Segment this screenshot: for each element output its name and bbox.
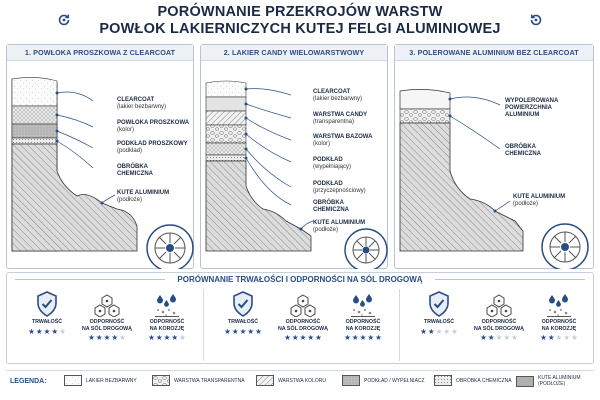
label-clearcoat: CLEARCOAT (lakier bezbarwny) — [117, 97, 167, 110]
shield-check-icon — [17, 289, 77, 317]
star-rating — [469, 334, 529, 342]
legend-item-color: WARSTWA KOLORU — [256, 375, 326, 386]
star-icon: ★ — [224, 326, 231, 336]
layer-adhesion-primer — [206, 143, 246, 155]
swatch — [516, 376, 534, 387]
criterion-salt-resistance — [469, 289, 529, 342]
star-icon: ★ — [547, 333, 555, 342]
legend-item-aluminium: KUTE ALUMINIUM (PODŁOŻE) — [516, 375, 581, 387]
corrosion-drops-icon — [333, 289, 393, 317]
panel-title: 1. POWŁOKA PROSZKOWA Z CLEARCOAT — [7, 45, 193, 61]
layer-filler-primer — [206, 125, 246, 143]
label-candy-layer: WARSTWA CANDY (transparentna) — [313, 112, 368, 125]
label-base-color: WARSTWA BAZOWA (kolor) — [313, 134, 373, 147]
star-icon: ★ — [511, 333, 518, 342]
wheel-icon — [345, 229, 387, 269]
star-icon: ★ — [28, 326, 35, 336]
layer-powder-color — [12, 106, 57, 124]
star-icon: ★ — [95, 333, 103, 342]
shield-check-icon — [409, 289, 469, 317]
star-icon: ★ — [239, 326, 247, 336]
star-icon: ★ — [43, 326, 51, 336]
label-powder-primer: PODKŁAD PROSZKOWY (podkład) — [117, 141, 188, 154]
star-icon: ★ — [375, 333, 382, 342]
legend-item-clearcoat: LAKIER BEZBARWNY — [64, 375, 137, 386]
layer-base-color — [206, 111, 246, 125]
divider — [399, 289, 400, 361]
label-forged-aluminium: KUTE ALUMINIUM (podłoże) — [513, 194, 566, 207]
star-icon: ★ — [351, 333, 359, 342]
legend-item-chemical: OBRÓBKA CHEMICZNA — [434, 375, 512, 386]
layer-forged-aluminium — [400, 123, 523, 251]
criterion-salt-resistance — [273, 289, 333, 342]
star-rating — [333, 334, 393, 342]
star-rating — [213, 328, 273, 336]
star-icon: ★ — [503, 333, 511, 342]
star-icon: ★ — [299, 333, 307, 342]
cross-section-drawing — [395, 61, 595, 269]
star-icon: ★ — [435, 326, 443, 336]
star-icon: ★ — [359, 333, 367, 342]
swatch — [342, 375, 360, 386]
star-icon: ★ — [344, 333, 351, 342]
legend-item-transparent: WARSTWA TRANSPARENTNA — [152, 375, 245, 386]
star-icon: ★ — [480, 333, 487, 342]
corrosion-drops-icon — [137, 289, 197, 317]
page-title-line-1: PORÓWNANIE PRZEKROJÓW WARSTW — [157, 4, 443, 20]
wheel-icon — [542, 224, 588, 269]
criterion-label: TRWAŁOŚĆ — [227, 319, 259, 325]
layer-clearcoat — [12, 77, 57, 106]
star-icon: ★ — [284, 333, 291, 342]
shield-check-icon — [213, 289, 273, 317]
star-rating — [409, 328, 469, 336]
star-icon: ★ — [255, 326, 262, 336]
star-rating — [17, 328, 77, 336]
layer-forged-aluminium — [206, 161, 311, 251]
star-icon: ★ — [35, 326, 43, 336]
label-clearcoat: CLEARCOAT (lakier bezbarwny) — [313, 89, 363, 102]
star-icon: ★ — [103, 333, 111, 342]
criterion-durability — [409, 289, 469, 336]
star-icon: ★ — [420, 326, 427, 336]
criterion-corrosion-resistance — [333, 289, 393, 342]
star-icon: ★ — [540, 333, 547, 342]
star-rating — [77, 334, 137, 342]
star-icon: ★ — [247, 326, 255, 336]
star-icon: ★ — [555, 333, 563, 342]
star-icon: ★ — [315, 333, 322, 342]
star-icon: ★ — [307, 333, 315, 342]
swatch — [256, 375, 274, 386]
wheel-icon — [147, 225, 193, 269]
star-icon: ★ — [51, 326, 59, 336]
star-icon: ★ — [148, 333, 155, 342]
layer-candy — [206, 97, 246, 111]
star-icon: ★ — [443, 326, 451, 336]
salt-crystals-icon — [273, 289, 333, 317]
star-rating — [137, 334, 197, 342]
cross-section-drawing — [7, 61, 195, 269]
swatch — [64, 375, 82, 386]
criterion-label: ODPORNOŚĆ NA SÓL DROGOWĄ — [277, 319, 329, 332]
layer-chemical-treatment — [400, 109, 450, 123]
criterion-corrosion-resistance — [529, 289, 589, 342]
layer-chemical-treatment — [12, 138, 57, 144]
label-chemical-treatment: OBRÓBKA CHEMICZNA — [505, 144, 541, 157]
page-title-line-2: POWŁOK LAKIERNICZYCH KUTEJ FELGI ALUMINIOWEJ — [99, 21, 501, 37]
criterion-label: ODPORNOŚĆ NA SÓL DROGOWĄ — [473, 319, 525, 332]
criterion-corrosion-resistance — [137, 289, 197, 342]
criterion-label: ODPORNOŚĆ NA KOROZJĘ — [541, 319, 577, 332]
criterion-label: TRWAŁOŚĆ — [423, 319, 455, 325]
panel-candy-paint — [200, 44, 388, 269]
legend — [6, 370, 594, 394]
criterion-salt-resistance — [77, 289, 137, 342]
salt-crystals-icon — [469, 289, 529, 317]
label-forged-aluminium: KUTE ALUMINIUM (podłoże) — [117, 190, 170, 203]
panel-title: 2. LAKIER CANDY WIELOWARSTWOWY — [201, 45, 387, 61]
panel-powder-coating — [6, 44, 194, 269]
label-powder-color: POWŁOKA PROSZKOWA (kolor) — [117, 120, 190, 133]
panel-title: 3. POLEROWANE ALUMINIUM BEZ CLEARCOAT — [395, 45, 593, 61]
star-icon: ★ — [179, 333, 186, 342]
label-polished-surface: WYPOLEROWANA POWIERZCHNIA ALUMINIUM — [505, 98, 559, 118]
star-icon: ★ — [88, 333, 95, 342]
star-icon: ★ — [163, 333, 171, 342]
layer-chemical-treatment — [206, 155, 246, 161]
layer-clearcoat — [206, 81, 246, 97]
label-chemical-treatment: OBRÓBKA CHEMICZNA — [117, 164, 153, 177]
criterion-label: ODPORNOŚĆ NA SÓL DROGOWĄ — [81, 319, 133, 332]
star-rating — [273, 334, 333, 342]
label-chemical-treatment: OBRÓBKA CHEMICZNA — [313, 200, 349, 213]
star-icon: ★ — [571, 333, 578, 342]
swatch — [434, 375, 452, 386]
criterion-durability — [213, 289, 273, 336]
criterion-label: ODPORNOŚĆ NA KOROZJĘ — [345, 319, 381, 332]
legend-title: LEGENDA: — [10, 378, 47, 385]
label-filler-primer: PODKŁAD (wypełniający) — [313, 157, 352, 170]
label-adhesion-primer: PODKŁAD (przyczepnościowy) — [313, 181, 366, 194]
star-icon: ★ — [111, 333, 119, 342]
star-icon: ★ — [427, 326, 435, 336]
layer-powder-primer — [12, 124, 57, 138]
star-rating — [529, 334, 589, 342]
label-forged-aluminium: KUTE ALUMINIUM (podłoże) — [313, 220, 366, 233]
star-icon: ★ — [231, 326, 239, 336]
criterion-label: ODPORNOŚĆ NA KOROZJĘ — [149, 319, 185, 332]
star-icon: ★ — [59, 326, 66, 336]
criterion-label: TRWAŁOŚĆ — [31, 319, 63, 325]
panel-polished-aluminium — [394, 44, 594, 269]
star-icon: ★ — [495, 333, 503, 342]
legend-item-primer: PODKŁAD / WYPEŁNIACZ — [342, 375, 425, 386]
star-icon: ★ — [367, 333, 375, 342]
corrosion-drops-icon — [529, 289, 589, 317]
star-icon: ★ — [155, 333, 163, 342]
star-icon: ★ — [171, 333, 179, 342]
criterion-durability — [17, 289, 77, 336]
star-icon: ★ — [563, 333, 571, 342]
comparison-section — [6, 272, 594, 364]
comparison-title: PORÓWNANIE TRWAŁOŚCI I ODPORNOŚCI NA SÓL DROGOWĄ — [177, 275, 423, 284]
star-icon: ★ — [451, 326, 458, 336]
layer-polished-surface — [400, 89, 450, 109]
swatch — [152, 375, 170, 386]
salt-crystals-icon — [77, 289, 137, 317]
star-icon: ★ — [119, 333, 126, 342]
divider — [203, 289, 204, 361]
star-icon: ★ — [291, 333, 299, 342]
star-icon: ★ — [487, 333, 495, 342]
